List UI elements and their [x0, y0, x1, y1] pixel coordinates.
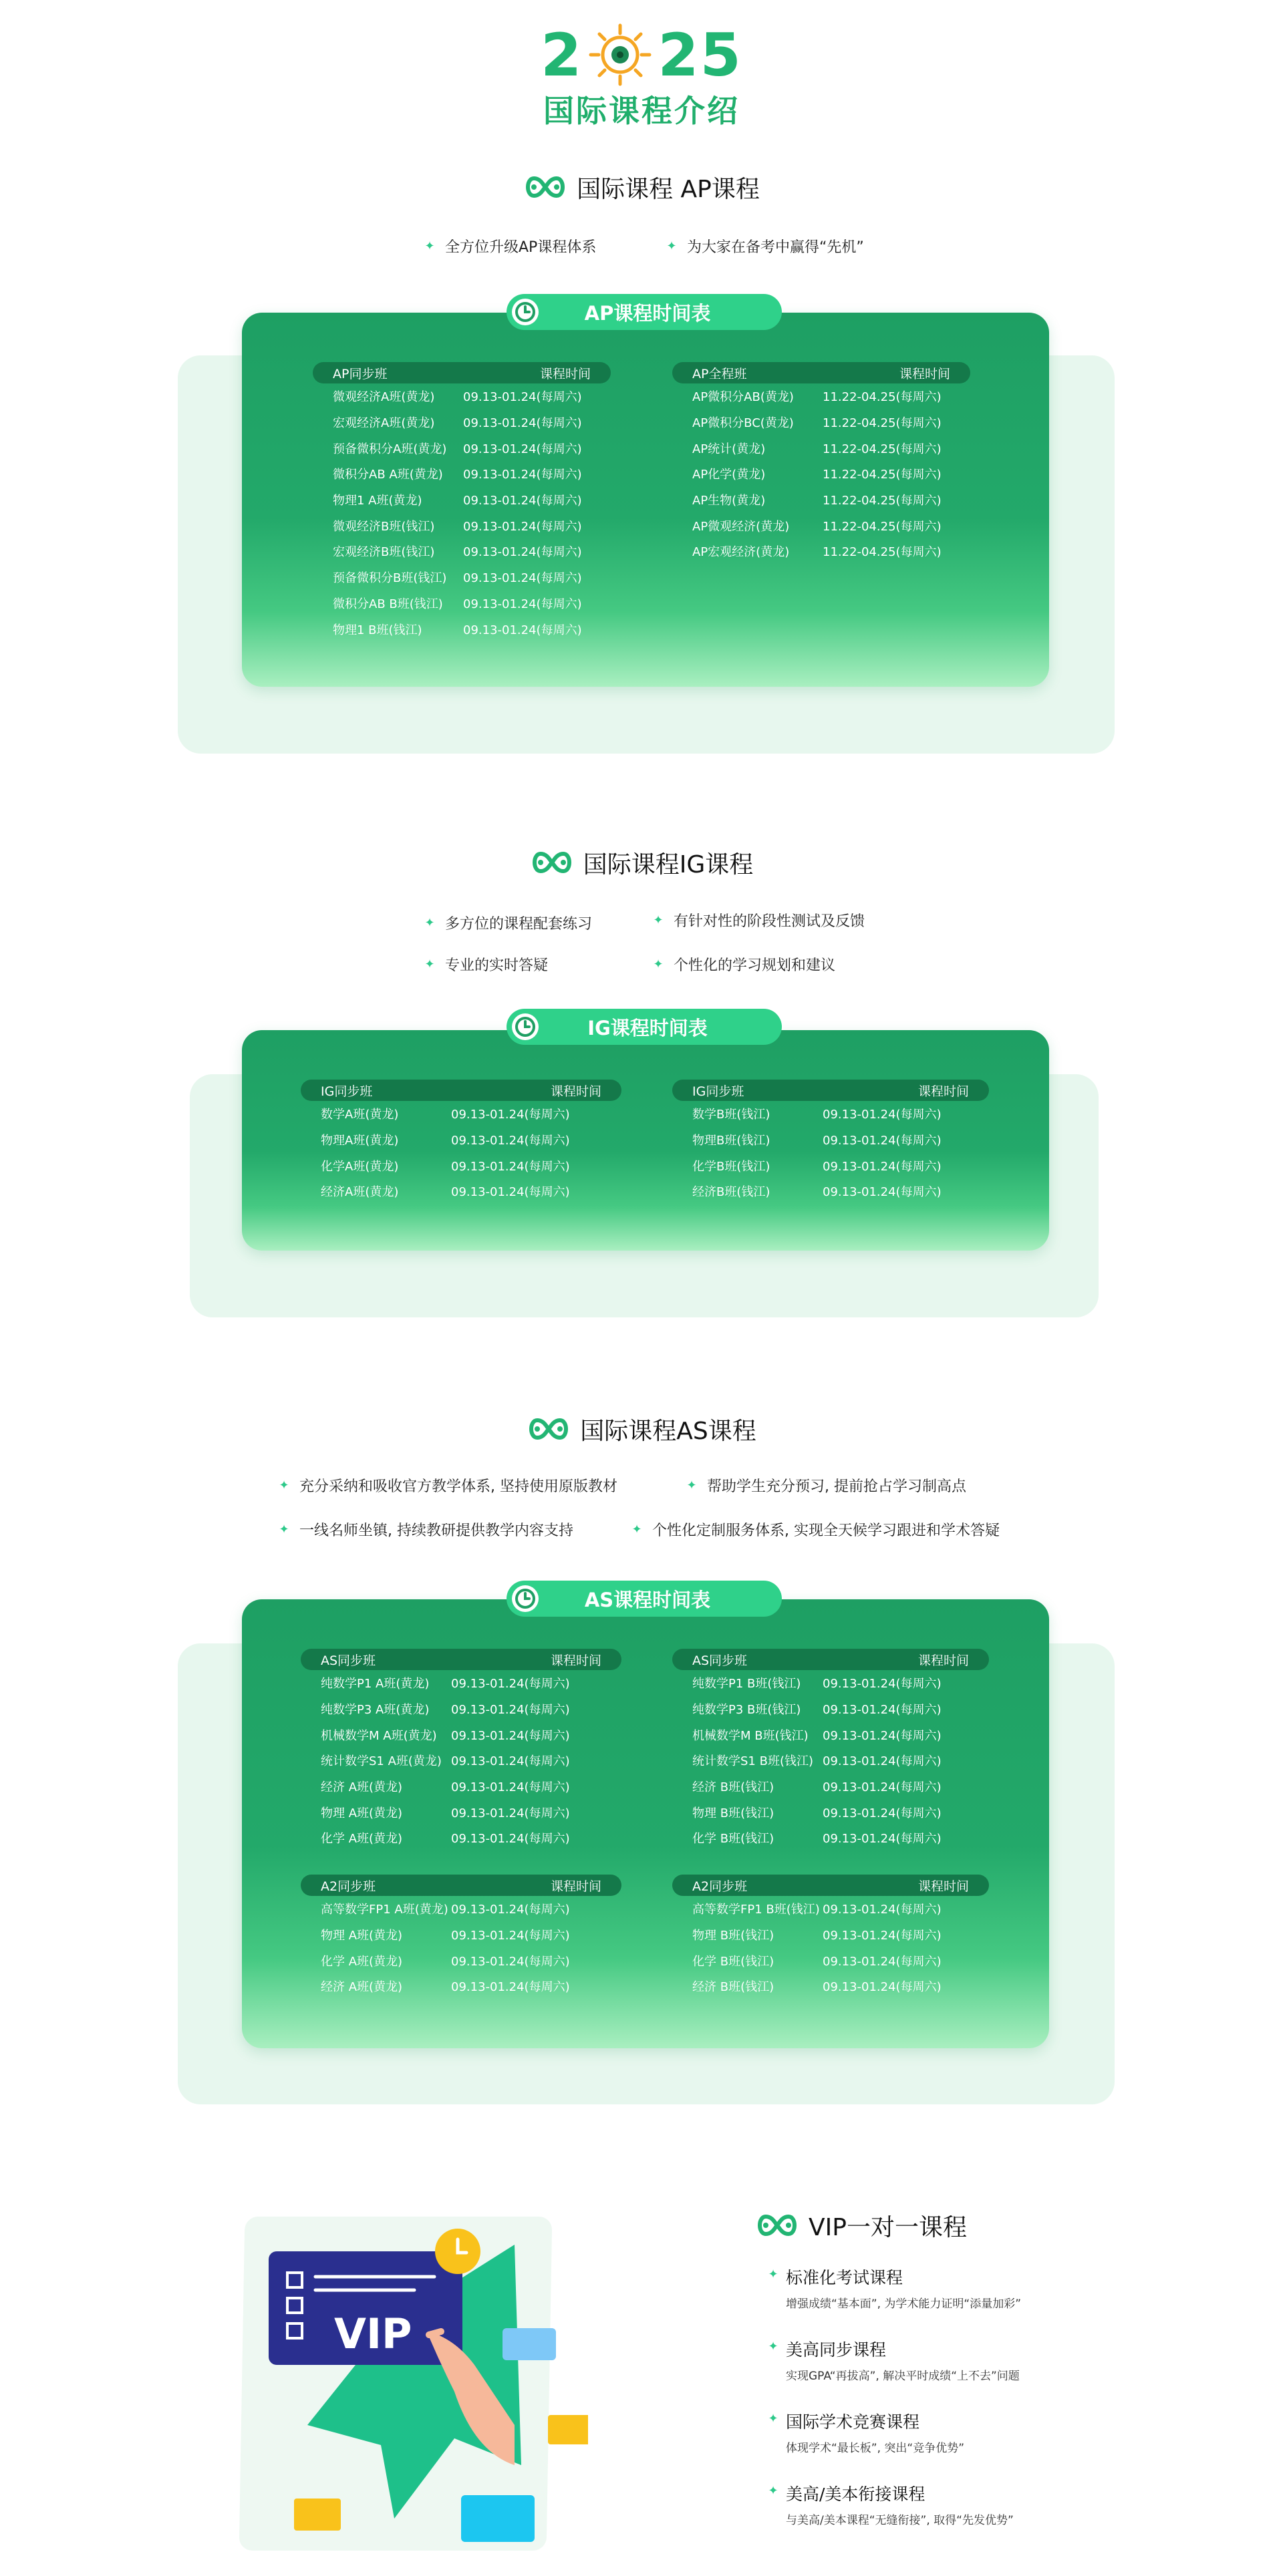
row-class: 物理1 B班(钱江) [333, 623, 422, 637]
clock-icon [511, 1584, 540, 1613]
sparkle-icon: ✦ [279, 1522, 289, 1537]
row-time: 09.13-01.24(每周六) [823, 1754, 942, 1769]
row-class: 统计数学S1 A班(黄龙) [321, 1754, 442, 1769]
infinity-logo-icon [755, 2214, 799, 2237]
row-class: 机械数学M B班(钱江) [692, 1728, 809, 1743]
sparkle-icon: ✦ [768, 2484, 778, 2498]
row-time: 09.13-01.24(每周六) [463, 468, 582, 482]
row-time: 09.13-01.24(每周六) [463, 494, 582, 508]
row-time: 09.13-01.24(每周六) [823, 1780, 942, 1795]
section-title: VIP一对一课程 [809, 2213, 967, 2241]
row-time: 09.13-01.24(每周六) [451, 1754, 570, 1769]
as-table-b [672, 1649, 989, 1851]
row-class: 数学A班(黄龙) [321, 1108, 399, 1122]
pill-label: AP课程时间表 [584, 301, 711, 325]
row-class: 纯数学P1 B班(钱江) [692, 1677, 801, 1692]
header-time: 课程时间 [550, 1653, 601, 1668]
row-time: 09.13-01.24(每周六) [823, 1108, 942, 1122]
ig-heading [0, 846, 1283, 879]
vip-item-desc: 与美高/美本课程“无缝衔接”, 取得“先发优势” [786, 2514, 1014, 2527]
section-title: 国际课程AS课程 [580, 1417, 756, 1445]
row-class: 数学B班(钱江) [692, 1108, 770, 1122]
row-time: 09.13-01.24(每周六) [463, 416, 582, 431]
table-row [672, 1670, 989, 1696]
row-time: 09.13-01.24(每周六) [451, 1185, 570, 1200]
row-class: 物理 B班(钱江) [692, 1806, 774, 1820]
header-class: AP全程班 [692, 366, 747, 381]
feature-text: 个性化的学习规划和建议 [674, 957, 836, 974]
table-row [313, 591, 611, 617]
row-class: 经济 A班(黄龙) [321, 1980, 403, 1995]
vip-item-title: 国际学术竞赛课程 [786, 2412, 920, 2432]
clock-icon [511, 1012, 540, 1041]
row-class: 经济 B班(钱江) [692, 1780, 774, 1795]
sparkle-icon: ✦ [424, 239, 435, 253]
row-time: 09.13-01.24(每周六) [463, 571, 582, 586]
row-class: AP宏观经济(黄龙) [692, 545, 790, 560]
header-time: 课程时间 [550, 1879, 601, 1894]
table-row [313, 487, 611, 513]
sparkle-icon: ✦ [768, 2412, 778, 2426]
row-time: 11.22-04.25(每周六) [823, 442, 942, 456]
ap-feature [424, 236, 596, 257]
sparkle-icon: ✦ [768, 2267, 778, 2281]
row-class: 微观经济B班(钱江) [333, 519, 435, 534]
a2-table-a [301, 1875, 621, 1999]
table-row [313, 383, 611, 410]
table-row [313, 435, 611, 461]
table-row [672, 1774, 989, 1800]
table-row [313, 565, 611, 591]
row-time: 09.13-01.24(每周六) [451, 1954, 570, 1969]
table-header [672, 1649, 989, 1670]
table-row [301, 1896, 621, 1922]
row-class: AP微积分AB(黄龙) [692, 390, 794, 405]
vip-item-title: 标准化考试课程 [786, 2268, 903, 2287]
ap-heading [0, 170, 1283, 204]
table-row [672, 383, 970, 410]
vip-item-desc: 实现GPA“再拔高”, 解决平时成绩“上不去”问题 [786, 2370, 1020, 2383]
sparkle-icon: ✦ [686, 1478, 697, 1492]
row-class: 微观经济A班(黄龙) [333, 390, 435, 405]
row-time: 09.13-01.24(每周六) [451, 1929, 570, 1943]
sparkle-icon: ✦ [653, 957, 664, 971]
table-row [672, 461, 970, 487]
row-time: 09.13-01.24(每周六) [823, 1159, 942, 1174]
row-class: 经济 B班(钱江) [692, 1980, 774, 1995]
row-class: 机械数学M A班(黄龙) [321, 1728, 437, 1743]
row-time: 09.13-01.24(每周六) [823, 1185, 942, 1200]
row-time: 09.13-01.24(每周六) [463, 390, 582, 405]
row-time: 09.13-01.24(每周六) [451, 1806, 570, 1820]
table-header [313, 362, 611, 383]
header-class: IG同步班 [321, 1084, 373, 1099]
row-time: 09.13-01.24(每周六) [823, 1728, 942, 1743]
row-class: 物理1 A班(黄龙) [333, 494, 422, 508]
row-time: 09.13-01.24(每周六) [463, 623, 582, 637]
row-class: 纯数学P3 B班(钱江) [692, 1703, 801, 1718]
as-feature [278, 1475, 617, 1496]
row-time: 09.13-01.24(每周六) [823, 1134, 942, 1148]
header-time: 课程时间 [899, 366, 950, 381]
table-row [672, 1748, 989, 1774]
row-class: 宏观经济A班(黄龙) [333, 416, 435, 431]
sparkle-icon: ✦ [279, 1478, 289, 1492]
table-row [301, 1722, 621, 1748]
row-class: 化学A班(黄龙) [321, 1159, 399, 1174]
page-title: 国际课程介绍 [543, 93, 740, 129]
ap-schedule-pill [507, 294, 782, 330]
vip-heading [755, 2209, 1022, 2242]
feature-text: 专业的实时答疑 [445, 957, 549, 974]
sparkle-icon: ✦ [653, 913, 664, 927]
table-row [672, 435, 970, 461]
row-class: 物理 A班(黄龙) [321, 1929, 403, 1943]
row-time: 09.13-01.24(每周六) [463, 442, 582, 456]
sparkle-icon: ✦ [424, 916, 435, 930]
row-time: 09.13-01.24(每周六) [823, 1832, 942, 1846]
row-class: 预备微积分A班(黄龙) [333, 442, 447, 456]
table-row [301, 1922, 621, 1948]
header-time: 课程时间 [917, 1653, 969, 1668]
row-class: 化学B班(钱江) [692, 1159, 770, 1174]
row-time: 09.13-01.24(每周六) [451, 1832, 570, 1846]
vip-item-desc: 增强成绩“基本面”, 为学术能力证明“添量加彩” [786, 2297, 1022, 2311]
pill-label: IG课程时间表 [587, 1016, 708, 1039]
row-class: 经济 A班(黄龙) [321, 1780, 403, 1795]
header-class: AS同步班 [321, 1653, 376, 1668]
deco-rect-yellow [548, 2415, 588, 2444]
table-header [672, 1080, 989, 1101]
table-row [672, 1947, 989, 1973]
table-row [301, 1152, 621, 1178]
row-time: 09.13-01.24(每周六) [451, 1703, 570, 1718]
header-time: 课程时间 [539, 366, 591, 381]
sparkle-icon: ✦ [631, 1522, 642, 1537]
table-row [672, 1101, 989, 1127]
as-feature [631, 1519, 1000, 1540]
deco-rect-yellow-small [294, 2499, 341, 2531]
row-time: 11.22-04.25(每周六) [823, 545, 942, 560]
header-class: A2同步班 [692, 1879, 748, 1894]
table-row [301, 1696, 621, 1722]
header-class: IG同步班 [692, 1084, 744, 1099]
row-time: 09.13-01.24(每周六) [451, 1159, 570, 1174]
infinity-logo-icon [523, 176, 567, 198]
row-class: 物理B班(钱江) [692, 1134, 770, 1148]
row-time: 09.13-01.24(每周六) [463, 519, 582, 534]
row-time: 09.13-01.24(每周六) [823, 1903, 942, 1917]
header-time: 课程时间 [550, 1084, 601, 1099]
table-header [301, 1649, 621, 1670]
clock-icon [511, 297, 540, 327]
feature-text: 帮助学生充分预习, 提前抢占学习制高点 [707, 1478, 966, 1495]
header-class: A2同步班 [321, 1879, 376, 1894]
table-header [301, 1080, 621, 1101]
pill-label: AS课程时间表 [584, 1588, 711, 1611]
row-class: 化学 B班(钱江) [692, 1832, 774, 1846]
table-row [301, 1178, 621, 1204]
row-time: 09.13-01.24(每周六) [823, 1980, 942, 1995]
deco-rect-blue [503, 2328, 556, 2360]
table-row [301, 1127, 621, 1153]
row-time: 09.13-01.24(每周六) [823, 1677, 942, 1692]
table-row [672, 538, 970, 565]
feature-text: 全方位升级AP课程体系 [445, 239, 597, 256]
ig-feature [652, 954, 835, 975]
table-row [672, 410, 970, 436]
row-class: 统计数学S1 B班(钱江) [692, 1754, 813, 1769]
ap-table-full [672, 362, 970, 565]
as-schedule-pill [507, 1581, 782, 1617]
row-class: 微积分AB B班(钱江) [333, 597, 443, 611]
year-digit-left: 2 [541, 20, 583, 90]
row-time: 09.13-01.24(每周六) [823, 1703, 942, 1718]
as-feature [278, 1519, 573, 1540]
row-time: 11.22-04.25(每周六) [823, 468, 942, 482]
row-time: 11.22-04.25(每周六) [823, 390, 942, 405]
vip-item-desc: 体现学术“最长板”, 突出“竞争优势” [786, 2442, 965, 2455]
header-time: 课程时间 [917, 1879, 969, 1894]
ig-feature [424, 954, 548, 975]
table-row [301, 1973, 621, 1999]
table-row [313, 616, 611, 642]
row-class: 预备微积分B班(钱江) [333, 571, 447, 586]
feature-text: 个性化定制服务体系, 实现全天候学习跟进和学术答疑 [652, 1522, 1000, 1539]
table-row [672, 1178, 989, 1204]
row-time: 09.13-01.24(每周六) [823, 1954, 942, 1969]
table-header [672, 362, 970, 383]
sparkle-icon: ✦ [768, 2340, 778, 2354]
row-class: 纯数学P1 A班(黄龙) [321, 1677, 430, 1692]
row-time: 09.13-01.24(每周六) [823, 1806, 942, 1820]
table-row [301, 1748, 621, 1774]
row-class: 高等数学FP1 B班(钱江) [692, 1903, 820, 1917]
ig-feature [652, 910, 865, 931]
row-class: AP统计(黄龙) [692, 442, 766, 456]
feature-text: 多方位的课程配套练习 [445, 916, 593, 933]
table-row [313, 410, 611, 436]
table-row [672, 487, 970, 513]
table-row [301, 1670, 621, 1696]
row-class: 化学 A班(黄龙) [321, 1832, 403, 1846]
vip-item-title: 美高/美本衔接课程 [786, 2484, 925, 2504]
row-class: 高等数学FP1 A班(黄龙) [321, 1903, 448, 1917]
header-class: AP同步班 [333, 366, 388, 381]
row-class: AP微观经济(黄龙) [692, 519, 790, 534]
a2-table-b [672, 1875, 989, 1999]
table-row [672, 1722, 989, 1748]
year-digit-right: 25 [658, 20, 742, 90]
sparkle-icon: ✦ [666, 239, 677, 253]
as-heading [0, 1412, 1283, 1446]
table-row [301, 1774, 621, 1800]
table-row [672, 1152, 989, 1178]
row-time: 11.22-04.25(每周六) [823, 494, 942, 508]
feature-text: 为大家在备考中赢得“先机” [687, 239, 864, 256]
row-class: 物理A班(黄龙) [321, 1134, 399, 1148]
table-header [672, 1875, 989, 1896]
row-time: 09.13-01.24(每周六) [463, 545, 582, 560]
ap-table-sync [313, 362, 611, 642]
row-class: 纯数学P3 A班(黄龙) [321, 1703, 430, 1718]
table-row [672, 1696, 989, 1722]
row-class: 物理 A班(黄龙) [321, 1806, 403, 1820]
infinity-logo-icon [530, 851, 574, 874]
row-time: 09.13-01.24(每周六) [451, 1108, 570, 1122]
row-class: AP化学(黄龙) [692, 468, 766, 482]
ig-feature [424, 913, 592, 933]
vip-item-title: 美高同步课程 [786, 2340, 887, 2360]
row-class: 经济A班(黄龙) [321, 1185, 399, 1200]
table-row [672, 512, 970, 538]
ig-schedule-pill [507, 1009, 782, 1045]
row-time: 09.13-01.24(每周六) [451, 1780, 570, 1795]
row-time: 09.13-01.24(每周六) [451, 1677, 570, 1692]
table-row [313, 512, 611, 538]
sparkle-icon: ✦ [424, 957, 435, 971]
row-class: 化学 B班(钱江) [692, 1954, 774, 1969]
table-row [301, 1101, 621, 1127]
ig-table-b [672, 1080, 989, 1204]
row-time: 11.22-04.25(每周六) [823, 519, 942, 534]
row-time: 09.13-01.24(每周六) [451, 1903, 570, 1917]
row-time: 09.13-01.24(每周六) [463, 597, 582, 611]
table-header [301, 1875, 621, 1896]
ap-feature [666, 236, 864, 257]
header-time: 课程时间 [917, 1084, 969, 1099]
infinity-logo-icon [527, 1418, 571, 1440]
section-title: 国际课程 AP课程 [577, 175, 760, 203]
feature-text: 有针对性的阶段性测试及反馈 [674, 913, 865, 930]
header-class: AS同步班 [692, 1653, 748, 1668]
table-row [301, 1947, 621, 1973]
table-row [301, 1799, 621, 1825]
table-row [672, 1127, 989, 1153]
ig-table-a [301, 1080, 621, 1204]
row-class: 微积分AB A班(黄龙) [333, 468, 443, 482]
hero-year [0, 15, 1283, 95]
row-class: 经济B班(钱江) [692, 1185, 770, 1200]
row-time: 09.13-01.24(每周六) [451, 1134, 570, 1148]
row-time: 09.13-01.24(每周六) [823, 1929, 942, 1943]
vip-card-label: VIP [334, 2309, 412, 2358]
row-class: 宏观经济B班(钱江) [333, 545, 435, 560]
table-row [672, 1825, 989, 1851]
row-class: 物理 B班(钱江) [692, 1929, 774, 1943]
feature-text: 一线名师坐镇, 持续教研提供教学内容支持 [299, 1522, 573, 1539]
table-row [313, 538, 611, 565]
table-row [301, 1825, 621, 1851]
vip-illustration [254, 2225, 588, 2559]
table-row [672, 1973, 989, 1999]
as-table-a [301, 1649, 621, 1851]
table-row [672, 1896, 989, 1922]
table-row [672, 1922, 989, 1948]
section-title: 国际课程IG课程 [583, 850, 754, 878]
row-time: 09.13-01.24(每周六) [451, 1728, 570, 1743]
row-class: AP微积分BC(黄龙) [692, 416, 794, 431]
row-class: 化学 A班(黄龙) [321, 1954, 403, 1969]
feature-text: 充分采纳和吸收官方教学体系, 坚持使用原版教材 [299, 1478, 617, 1495]
row-class: AP生物(黄龙) [692, 494, 766, 508]
table-row [313, 461, 611, 487]
table-row [672, 1799, 989, 1825]
deco-rect-cyan [461, 2495, 535, 2542]
sun-eye-icon [587, 21, 654, 88]
row-time: 11.22-04.25(每周六) [823, 416, 942, 431]
as-feature [686, 1475, 966, 1496]
row-time: 09.13-01.24(每周六) [451, 1980, 570, 1995]
